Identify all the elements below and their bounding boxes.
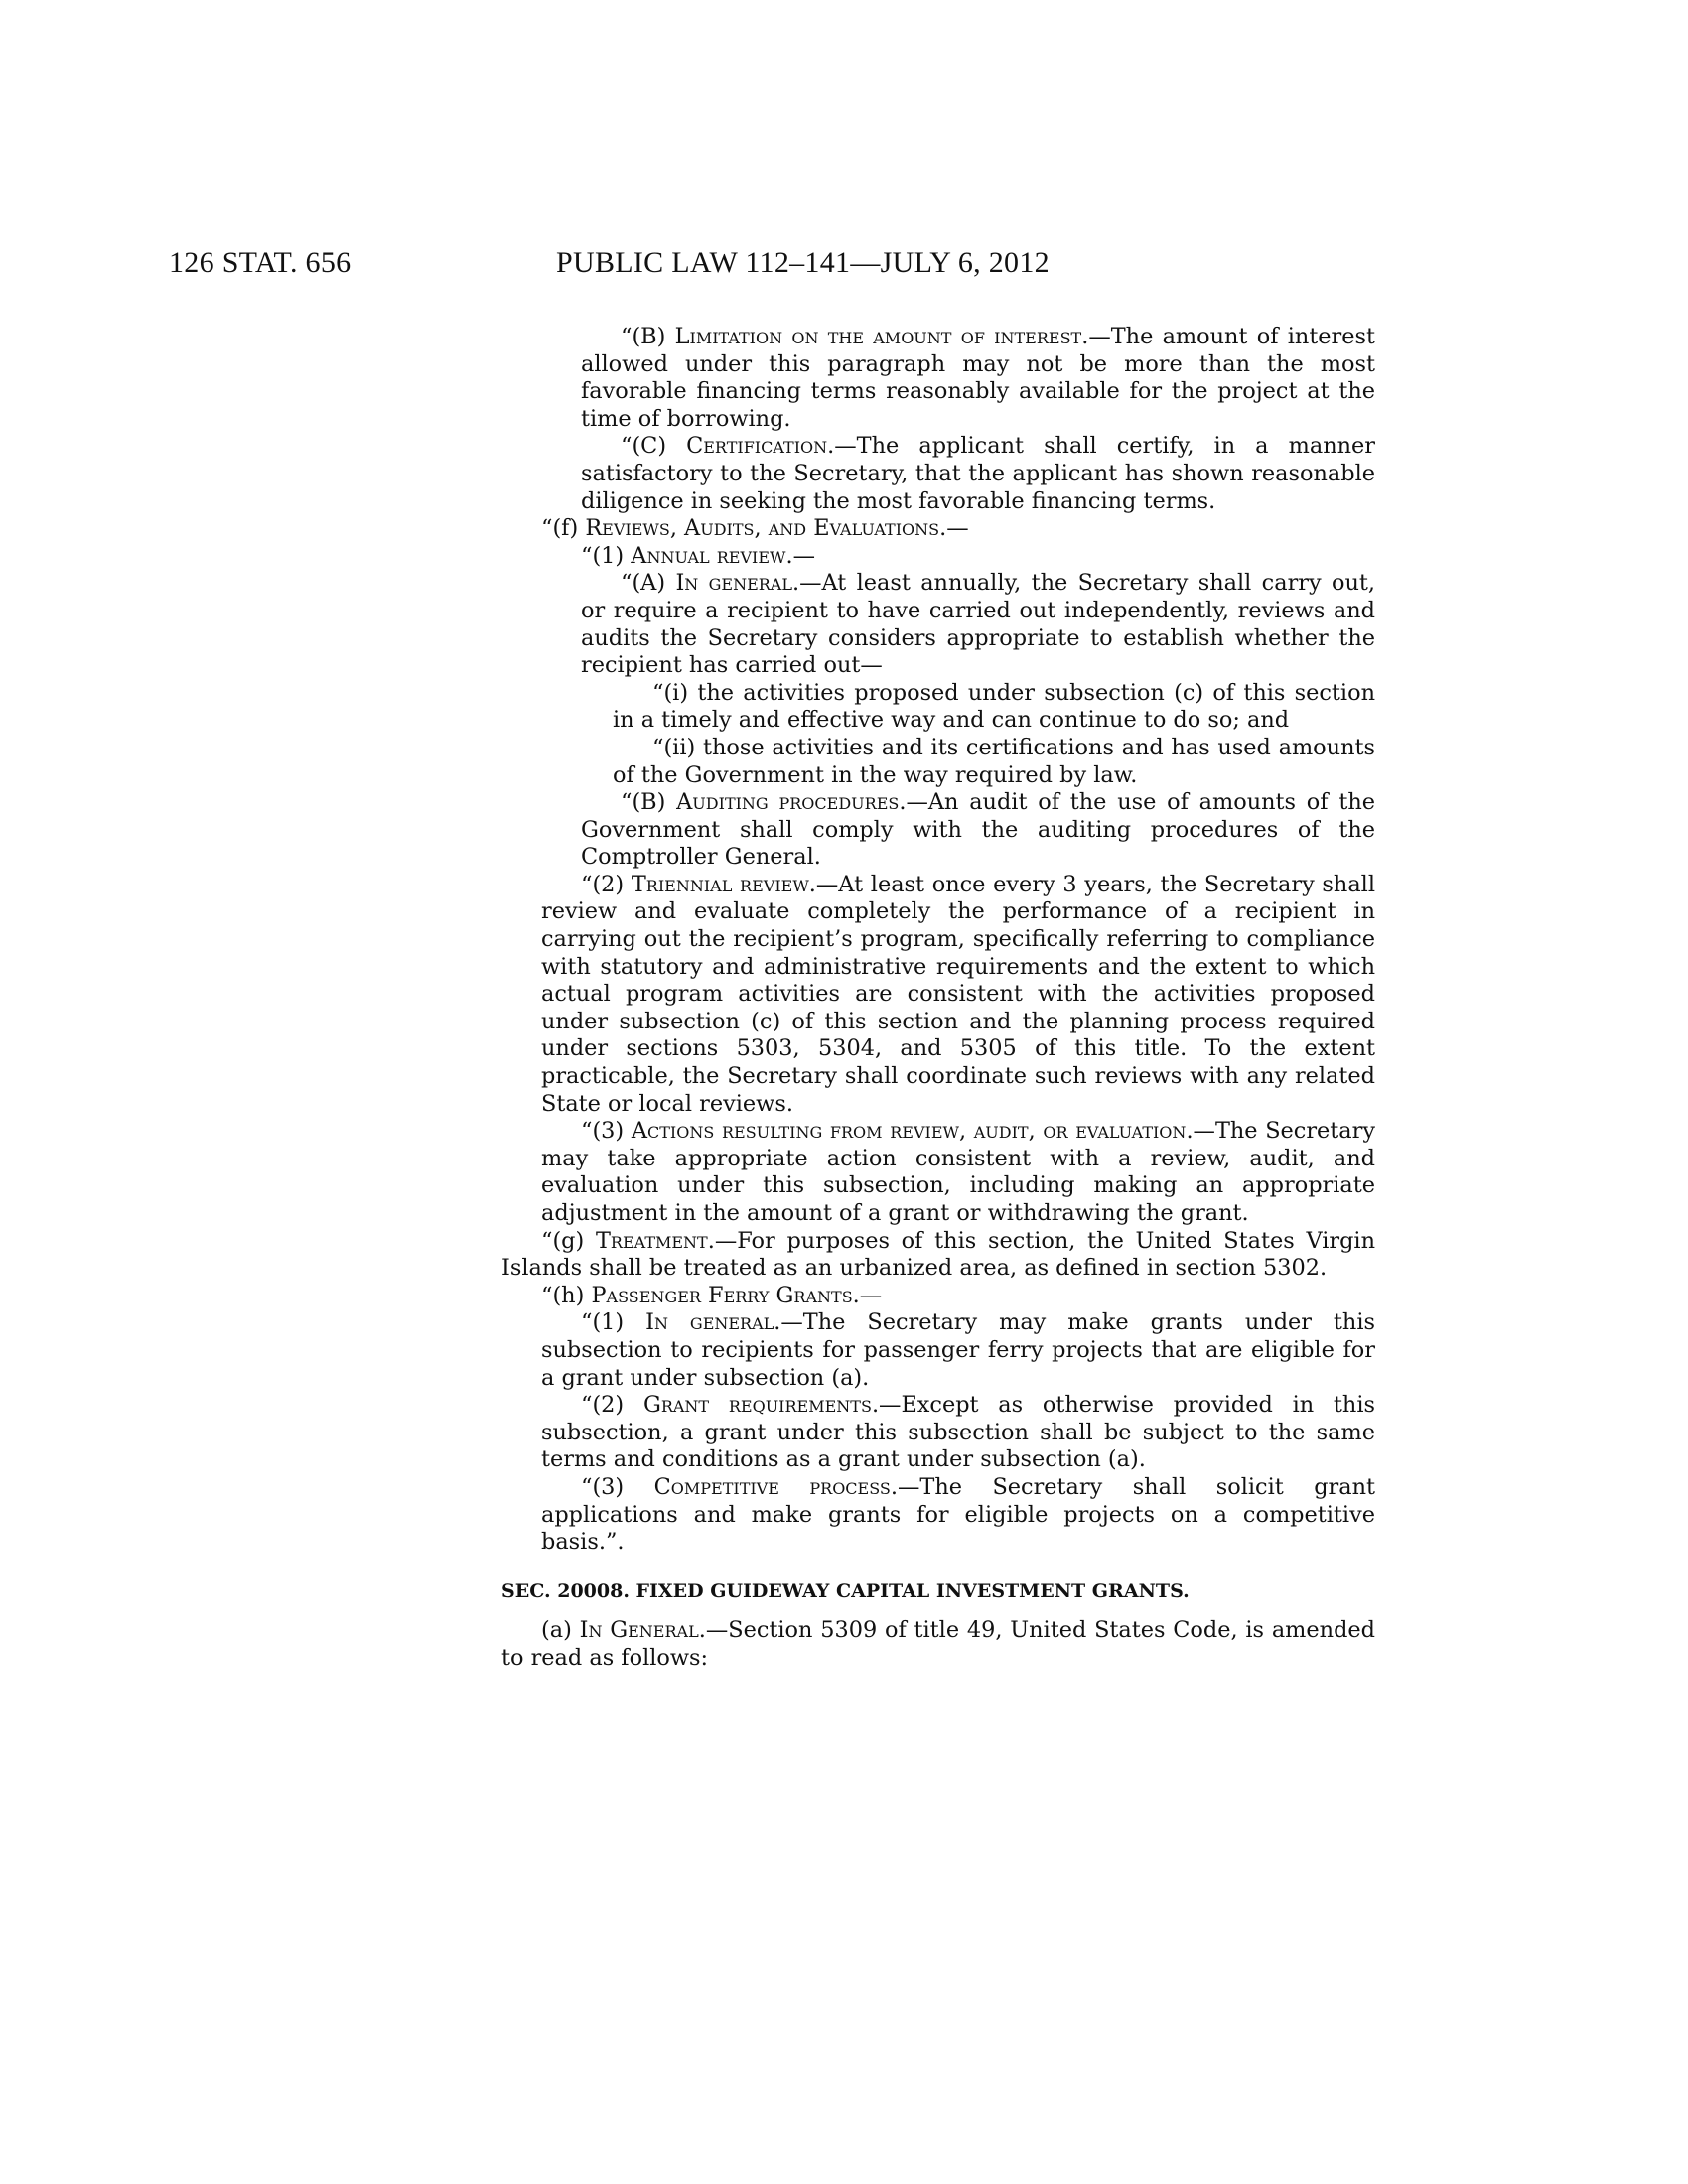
para-h2-grant-requirements: “(2) Grant requirements.—Except as otherwise provided in this subsection, a grant under this subsection shall be subject to the same terms and conditions as a grant under subsection (a).	[541, 1392, 1375, 1473]
stat-page-number: 126 STAT. 656	[169, 246, 352, 279]
clause-ii: “(ii) those activities and its certifications and has used amounts of the Government in the way required by law.	[613, 734, 1375, 788]
section-heading: SEC. 20008. FIXED GUIDEWAY CAPITAL INVESTMENT GRANTS.	[501, 1579, 1190, 1602]
law-title-header: PUBLIC LAW 112–141—JULY 6, 2012	[556, 246, 1050, 279]
clause-i: “(i) the activities proposed under subsection (c) of this section in a timely and effective way and can continue to do so; and	[613, 679, 1375, 734]
para-1-annual-review: “(1) Annual review.—	[581, 542, 815, 569]
para-b-limitation: “(B) Limitation on the amount of interest.—The amount of interest allowed under this paragraph may not be more than the most favorable financing terms reasonably available for the project at the time of borrowing.	[581, 324, 1376, 432]
para-3-actions: “(3) Actions resulting from review, audit, or evaluation.—The Secretary may take appropriate action consistent with a review, audit, and evaluation under this subsection, including making an appropriate adjustment in the amount of a grant or withdrawing the grant.	[541, 1118, 1375, 1226]
subsection-h-heading: “(h) Passenger Ferry Grants.—	[541, 1282, 883, 1308]
para-h3-competitive-process: “(3) Competitive process.—The Secretary shall solicit grant applications and make grants for eligible projects on a competitive basis.”.	[541, 1473, 1375, 1556]
statute-body	[501, 324, 1375, 1673]
para-h1-in-general: “(1) In general.—The Secretary may make grants under this subsection to recipients for passenger ferry projects that are eligible for a grant under subsection (a).	[541, 1309, 1376, 1391]
section-para-a: (a) In General.—Section 5309 of title 49, United States Code, is amended to read as follows:	[501, 1617, 1375, 1671]
para-2-triennial-review: “(2) Triennial review.—At least once every 3 years, the Secretary shall review and evaluate completely the performance of a recipient in carrying out the recipient’s program, specifically referring to compliance with statutory and administrative requirements and the extent to which actual program activities are consistent with the activities proposed under subsection (c) of this section and the planning process required under sections 5303, 5304, and 5305 of this title. To the extent practicable, the Secretary shall coordinate such reviews with any related State or local reviews.	[541, 871, 1376, 1117]
subsection-f-heading: “(f) Reviews, Audits, and Evaluations.—	[541, 515, 969, 542]
para-c-certification: “(C) Certification.—The applicant shall certify, in a manner satisfactory to the Secretary, that the applicant has shown reasonable diligence in seeking the most favorable financing terms.	[581, 433, 1375, 514]
para-a-in-general: “(A) In general.—At least annually, the Secretary shall carry out, or require a recipient to have carried out independently, reviews and audits the Secretary considers appropriate to establish whether the recipient has carried out—	[581, 570, 1375, 679]
subsection-g-treatment: “(g) Treatment.—For purposes of this section, the United States Virgin Islands shall be treated as an urbanized area, as defined in section 5302.	[501, 1227, 1376, 1282]
para-b-auditing: “(B) Auditing procedures.—An audit of the use of amounts of the Government shall comply with the auditing procedures of the Comptroller General.	[581, 789, 1375, 871]
